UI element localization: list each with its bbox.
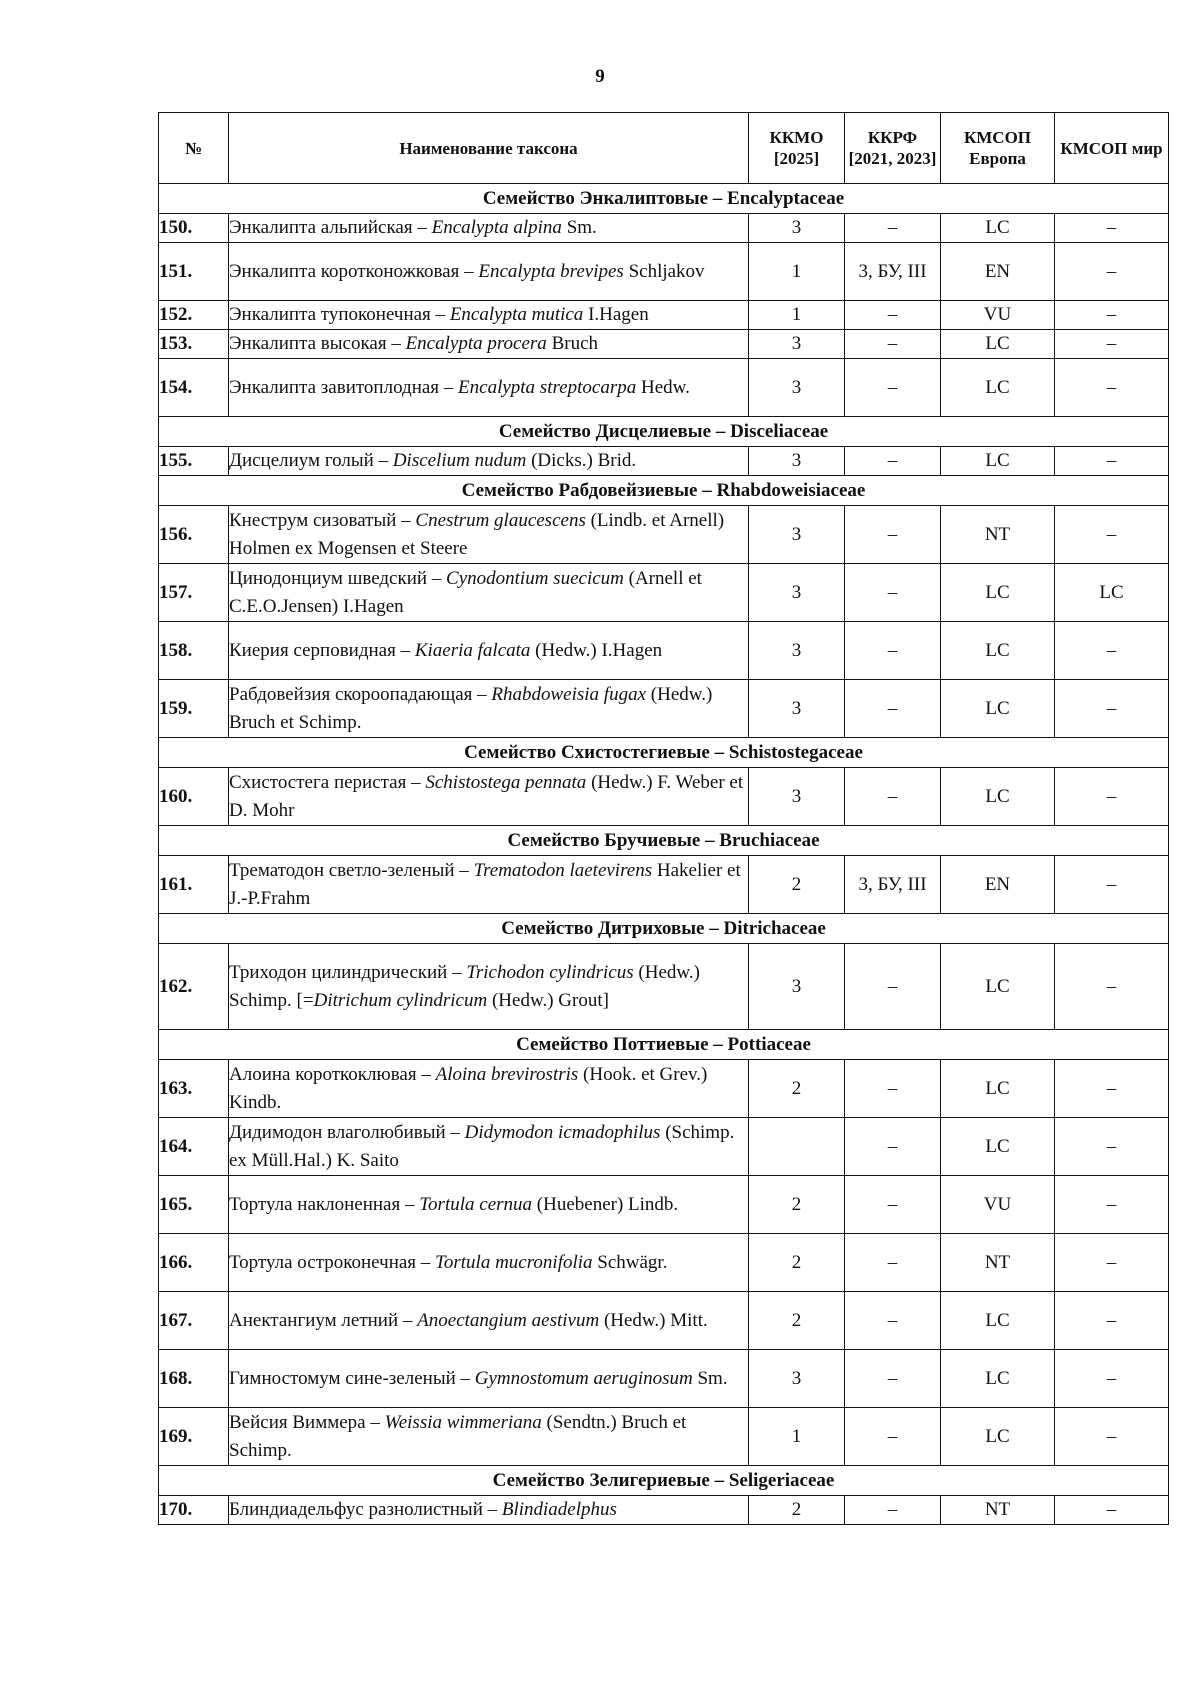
taxon-russian-name: Киерия серповидная – <box>229 639 415 661</box>
taxon-russian-name: Трематодон светло-зеленый – <box>229 859 474 881</box>
status-kkrf: – <box>845 1234 941 1292</box>
status-kkrf: – <box>845 1060 941 1118</box>
taxon-latin-name: Weissia wimmeriana <box>384 1411 542 1433</box>
family-row <box>159 1030 1169 1060</box>
taxon-latin-name: Schistostega pennata <box>425 771 587 793</box>
taxon-name <box>229 1176 749 1234</box>
status-kkmo: 3 <box>749 564 845 622</box>
taxon-name <box>229 359 749 417</box>
table-row <box>159 506 1169 564</box>
header-kkrf: ККРФ [2021, 2023] <box>845 113 941 184</box>
table-row <box>159 1060 1169 1118</box>
taxon-latin-name: Rhabdoweisia fugax <box>491 683 647 705</box>
status-iucn-europe: LC <box>941 622 1055 680</box>
table-row <box>159 1408 1169 1466</box>
taxon-latin-name: Encalypta procera <box>405 333 547 354</box>
status-kkrf: – <box>845 447 941 476</box>
taxon-name <box>229 768 749 826</box>
taxon-author: Sm. <box>692 1367 728 1389</box>
status-iucn-world: – <box>1055 301 1169 330</box>
table-row <box>159 1118 1169 1176</box>
status-kkrf: 3, БУ, III <box>845 856 941 914</box>
taxon-name <box>229 330 749 359</box>
status-iucn-world: – <box>1055 1350 1169 1408</box>
status-kkrf: – <box>845 1118 941 1176</box>
taxon-author: Sm. <box>561 217 597 238</box>
taxon-latin-name: Kiaeria falcata <box>414 639 531 661</box>
status-iucn-europe: LC <box>941 330 1055 359</box>
row-number: 152. <box>159 301 229 330</box>
status-kkrf: – <box>845 214 941 243</box>
family-heading: Семейство Дитриховые – Ditrichaceae <box>159 914 1169 944</box>
taxon-russian-name: Дидимодон влаголюбивый – <box>229 1121 465 1143</box>
status-kkmo: 3 <box>749 447 845 476</box>
family-heading: Семейство Дисцелиевые – Disceliaceae <box>159 417 1169 447</box>
taxon-author: (Hedw.) F. Weber et D. Mohr <box>229 771 744 821</box>
family-row <box>159 738 1169 768</box>
taxon-name <box>229 447 749 476</box>
taxon-author: Bruch <box>546 333 598 354</box>
status-iucn-europe: LC <box>941 1060 1055 1118</box>
taxon-latin-name: Didymodon icmadophilus <box>464 1121 661 1143</box>
row-number: 163. <box>159 1060 229 1118</box>
status-iucn-world: – <box>1055 359 1169 417</box>
status-iucn-world: – <box>1055 1292 1169 1350</box>
status-iucn-world: – <box>1055 447 1169 476</box>
taxon-name <box>229 564 749 622</box>
status-iucn-europe: NT <box>941 1496 1055 1525</box>
row-number: 165. <box>159 1176 229 1234</box>
status-kkrf: – <box>845 359 941 417</box>
taxon-name <box>229 506 749 564</box>
taxon-author: Schwägr. <box>592 1251 668 1273</box>
status-iucn-world: – <box>1055 1408 1169 1466</box>
taxon-russian-name: Энкалипта завитоплодная – <box>229 376 459 398</box>
family-heading: Семейство Рабдовейзиевые – Rhabdoweisiaceae <box>159 476 1169 506</box>
status-kkmo: 3 <box>749 330 845 359</box>
taxon-latin-name: Cynodontium suecicum <box>446 567 624 589</box>
taxon-latin-name: Encalypta brevipes <box>478 260 624 282</box>
status-iucn-europe: NT <box>941 1234 1055 1292</box>
status-iucn-world: – <box>1055 1234 1169 1292</box>
family-row <box>159 417 1169 447</box>
taxon-russian-name: Дисцелиум голый – <box>229 450 393 471</box>
family-heading: Семейство Бручиевые – Bruchiaceae <box>159 826 1169 856</box>
row-number: 168. <box>159 1350 229 1408</box>
status-kkmo: 1 <box>749 1408 845 1466</box>
status-iucn-europe: LC <box>941 944 1055 1030</box>
status-kkrf: – <box>845 564 941 622</box>
taxon-russian-name: Триходон цилиндрический – <box>229 961 467 983</box>
table-row <box>159 680 1169 738</box>
taxon-russian-name: Энкалипта тупоконечная – <box>229 304 450 325</box>
table-row <box>159 1234 1169 1292</box>
taxon-russian-name: Алоина короткоклювая – <box>229 1063 436 1085</box>
status-iucn-world: – <box>1055 1118 1169 1176</box>
taxon-name <box>229 1496 749 1525</box>
taxon-russian-name: Энкалипта коротконожковая – <box>229 260 479 282</box>
taxon-latin-name: Trematodon laetevirens <box>473 859 653 881</box>
table-row <box>159 359 1169 417</box>
status-kkmo: 2 <box>749 1496 845 1525</box>
row-number: 162. <box>159 944 229 1030</box>
family-heading: Семейство Схистостегиевые – Schistostegaceae <box>159 738 1169 768</box>
status-iucn-europe: VU <box>941 1176 1055 1234</box>
taxa-table <box>158 112 1169 1525</box>
taxon-author: (Dicks.) Brid. <box>526 450 637 471</box>
family-row <box>159 184 1169 214</box>
taxon-latin-name: Encalypta alpina <box>431 217 562 238</box>
taxon-name <box>229 1234 749 1292</box>
row-number: 151. <box>159 243 229 301</box>
row-number: 164. <box>159 1118 229 1176</box>
taxon-russian-name: Кнеструм сизоватый – <box>229 509 416 531</box>
taxon-russian-name: Энкалипта альпийская – <box>229 217 432 238</box>
row-number: 161. <box>159 856 229 914</box>
taxon-author: (Arnell et C.E.O.Jensen) I.Hagen <box>229 567 702 617</box>
table-row <box>159 301 1169 330</box>
table-row <box>159 447 1169 476</box>
status-kkmo: 2 <box>749 1292 845 1350</box>
status-kkmo: 3 <box>749 680 845 738</box>
taxon-name <box>229 1060 749 1118</box>
table-row <box>159 1496 1169 1525</box>
table-row <box>159 564 1169 622</box>
taxon-name <box>229 243 749 301</box>
taxon-name <box>229 1408 749 1466</box>
family-row <box>159 1466 1169 1496</box>
taxon-author: (Huebener) Lindb. <box>532 1193 679 1215</box>
taxon-russian-name: Вейсия Виммера – <box>229 1411 385 1433</box>
taxon-synonym-author: (Hedw.) Grout] <box>487 989 609 1011</box>
taxon-name <box>229 622 749 680</box>
status-iucn-europe: LC <box>941 1292 1055 1350</box>
row-number: 158. <box>159 622 229 680</box>
status-kkrf: – <box>845 1350 941 1408</box>
taxon-latin-name: Blindiadelphus <box>501 1499 617 1520</box>
taxon-latin-name: Cnestrum glaucescens <box>415 509 586 531</box>
taxon-name <box>229 680 749 738</box>
status-iucn-world: – <box>1055 622 1169 680</box>
taxon-author: Hedw. <box>636 376 690 398</box>
taxon-russian-name: Анектангиум летний – <box>229 1309 418 1331</box>
status-iucn-world: – <box>1055 1060 1169 1118</box>
taxon-author: (Hedw.) I.Hagen <box>530 639 663 661</box>
status-kkmo <box>749 1118 845 1176</box>
taxon-latin-name: Encalypta mutica <box>449 304 584 325</box>
status-iucn-world: – <box>1055 243 1169 301</box>
status-iucn-world: – <box>1055 214 1169 243</box>
table-row <box>159 1350 1169 1408</box>
taxon-russian-name: Блиндиадельфус разнолистный – <box>229 1499 502 1520</box>
taxon-name <box>229 944 749 1030</box>
status-kkmo: 3 <box>749 768 845 826</box>
status-kkmo: 3 <box>749 944 845 1030</box>
status-kkrf: – <box>845 1292 941 1350</box>
status-kkmo: 3 <box>749 506 845 564</box>
table-row <box>159 214 1169 243</box>
taxon-latin-name: Trichodon cylindricus <box>466 961 634 983</box>
taxon-russian-name: Цинодонциум шведский – <box>229 567 447 589</box>
row-number: 167. <box>159 1292 229 1350</box>
table-row <box>159 622 1169 680</box>
status-kkmo: 3 <box>749 1350 845 1408</box>
row-number: 154. <box>159 359 229 417</box>
taxon-author: I.Hagen <box>583 304 649 325</box>
taxon-name <box>229 214 749 243</box>
status-kkrf: – <box>845 330 941 359</box>
table-row <box>159 768 1169 826</box>
family-heading: Семейство Зелигериевые – Seligeriaceae <box>159 1466 1169 1496</box>
table-row <box>159 1176 1169 1234</box>
status-iucn-europe: NT <box>941 506 1055 564</box>
status-iucn-europe: EN <box>941 856 1055 914</box>
taxon-author: Schljakov <box>623 260 705 282</box>
status-kkrf: 3, БУ, III <box>845 243 941 301</box>
table-row <box>159 856 1169 914</box>
status-kkrf: – <box>845 1496 941 1525</box>
family-heading: Семейство Поттиевые – Pottiaceae <box>159 1030 1169 1060</box>
taxon-russian-name: Схистостега перистая – <box>229 771 426 793</box>
status-iucn-europe: LC <box>941 1408 1055 1466</box>
row-number: 166. <box>159 1234 229 1292</box>
taxon-latin-name: Tortula cernua <box>419 1193 533 1215</box>
taxon-author: (Lindb. et Arnell) Holmen ex Mogensen et Steere <box>229 509 725 559</box>
status-kkmo: 1 <box>749 243 845 301</box>
status-iucn-europe: LC <box>941 214 1055 243</box>
taxon-name <box>229 856 749 914</box>
status-kkmo: 1 <box>749 301 845 330</box>
status-kkmo: 3 <box>749 622 845 680</box>
row-number: 169. <box>159 1408 229 1466</box>
status-iucn-world: – <box>1055 506 1169 564</box>
taxon-russian-name: Тортула остроконечная – <box>229 1251 436 1273</box>
taxon-russian-name: Энкалипта высокая – <box>229 333 406 354</box>
table-header-row <box>159 113 1169 184</box>
taxon-latin-name: Encalypta streptocarpa <box>458 376 637 398</box>
status-iucn-world: – <box>1055 1496 1169 1525</box>
taxon-name <box>229 1118 749 1176</box>
taxon-name <box>229 1292 749 1350</box>
row-number: 153. <box>159 330 229 359</box>
taxon-latin-name: Discelium nudum <box>392 450 527 471</box>
status-iucn-world: – <box>1055 768 1169 826</box>
taxon-name <box>229 1350 749 1408</box>
family-heading: Семейство Энкалиптовые – Encalyptaceae <box>159 184 1169 214</box>
row-number: 160. <box>159 768 229 826</box>
status-kkrf: – <box>845 944 941 1030</box>
status-iucn-europe: LC <box>941 1350 1055 1408</box>
status-kkmo: 2 <box>749 1060 845 1118</box>
taxon-author: (Sendtn.) Bruch et Schimp. <box>229 1411 687 1461</box>
taxon-latin-name: Tortula mucronifolia <box>435 1251 593 1273</box>
status-iucn-world: – <box>1055 680 1169 738</box>
status-iucn-world: – <box>1055 856 1169 914</box>
table-body <box>159 184 1169 1525</box>
status-kkmo: 2 <box>749 856 845 914</box>
row-number: 157. <box>159 564 229 622</box>
status-kkmo: 2 <box>749 1176 845 1234</box>
taxon-russian-name: Рабдовейзия скороопадающая – <box>229 683 492 705</box>
status-kkmo: 3 <box>749 214 845 243</box>
taxon-latin-name: Anoectangium aestivum <box>417 1309 600 1331</box>
status-kkrf: – <box>845 1408 941 1466</box>
status-iucn-europe: LC <box>941 680 1055 738</box>
status-kkrf: – <box>845 680 941 738</box>
taxon-russian-name: Гимностомум сине-зеленый – <box>229 1367 475 1389</box>
status-kkrf: – <box>845 1176 941 1234</box>
taxon-latin-name: Aloina brevirostris <box>435 1063 579 1085</box>
row-number: 150. <box>159 214 229 243</box>
table-row <box>159 330 1169 359</box>
header-name: Наименование таксона <box>229 113 749 184</box>
status-iucn-europe: LC <box>941 768 1055 826</box>
status-iucn-europe: VU <box>941 301 1055 330</box>
status-iucn-world: – <box>1055 944 1169 1030</box>
header-iucn-europe: КМСОП Европа <box>941 113 1055 184</box>
row-number: 156. <box>159 506 229 564</box>
table-row <box>159 243 1169 301</box>
taxon-author: Hakelier et J.-P.Frahm <box>229 859 741 909</box>
row-number: 155. <box>159 447 229 476</box>
status-kkrf: – <box>845 506 941 564</box>
status-iucn-europe: LC <box>941 359 1055 417</box>
taxon-synonym-latin: Ditrichum cylindricum <box>313 989 488 1011</box>
family-row <box>159 914 1169 944</box>
status-iucn-europe: EN <box>941 243 1055 301</box>
status-kkrf: – <box>845 768 941 826</box>
taxon-author: (Hook. et Grev.) Kindb. <box>229 1063 708 1113</box>
header-kkmo: ККМО [2025] <box>749 113 845 184</box>
status-iucn-europe: LC <box>941 564 1055 622</box>
row-number: 170. <box>159 1496 229 1525</box>
taxon-author: (Hedw.) Bruch et Schimp. <box>229 683 713 733</box>
page-number: 9 <box>595 66 605 87</box>
taxon-latin-name: Gymnostomum aeruginosum <box>474 1367 693 1389</box>
header-iucn-world: КМСОП мир <box>1055 113 1169 184</box>
status-iucn-world: LC <box>1055 564 1169 622</box>
taxon-russian-name: Тортула наклоненная – <box>229 1193 420 1215</box>
status-iucn-world: – <box>1055 330 1169 359</box>
row-number: 159. <box>159 680 229 738</box>
status-kkrf: – <box>845 622 941 680</box>
status-iucn-europe: LC <box>941 1118 1055 1176</box>
status-kkmo: 2 <box>749 1234 845 1292</box>
taxon-author: (Hedw.) Schimp. [= <box>229 961 700 1011</box>
taxon-name <box>229 301 749 330</box>
family-row <box>159 476 1169 506</box>
family-row <box>159 826 1169 856</box>
status-iucn-europe: LC <box>941 447 1055 476</box>
status-kkrf: – <box>845 301 941 330</box>
table-row <box>159 944 1169 1030</box>
table-row <box>159 1292 1169 1350</box>
taxon-author: (Hedw.) Mitt. <box>599 1309 708 1331</box>
header-num: № <box>159 113 229 184</box>
status-iucn-world: – <box>1055 1176 1169 1234</box>
status-kkmo: 3 <box>749 359 845 417</box>
taxon-author: (Schimp. ex Müll.Hal.) K. Saito <box>229 1121 735 1171</box>
